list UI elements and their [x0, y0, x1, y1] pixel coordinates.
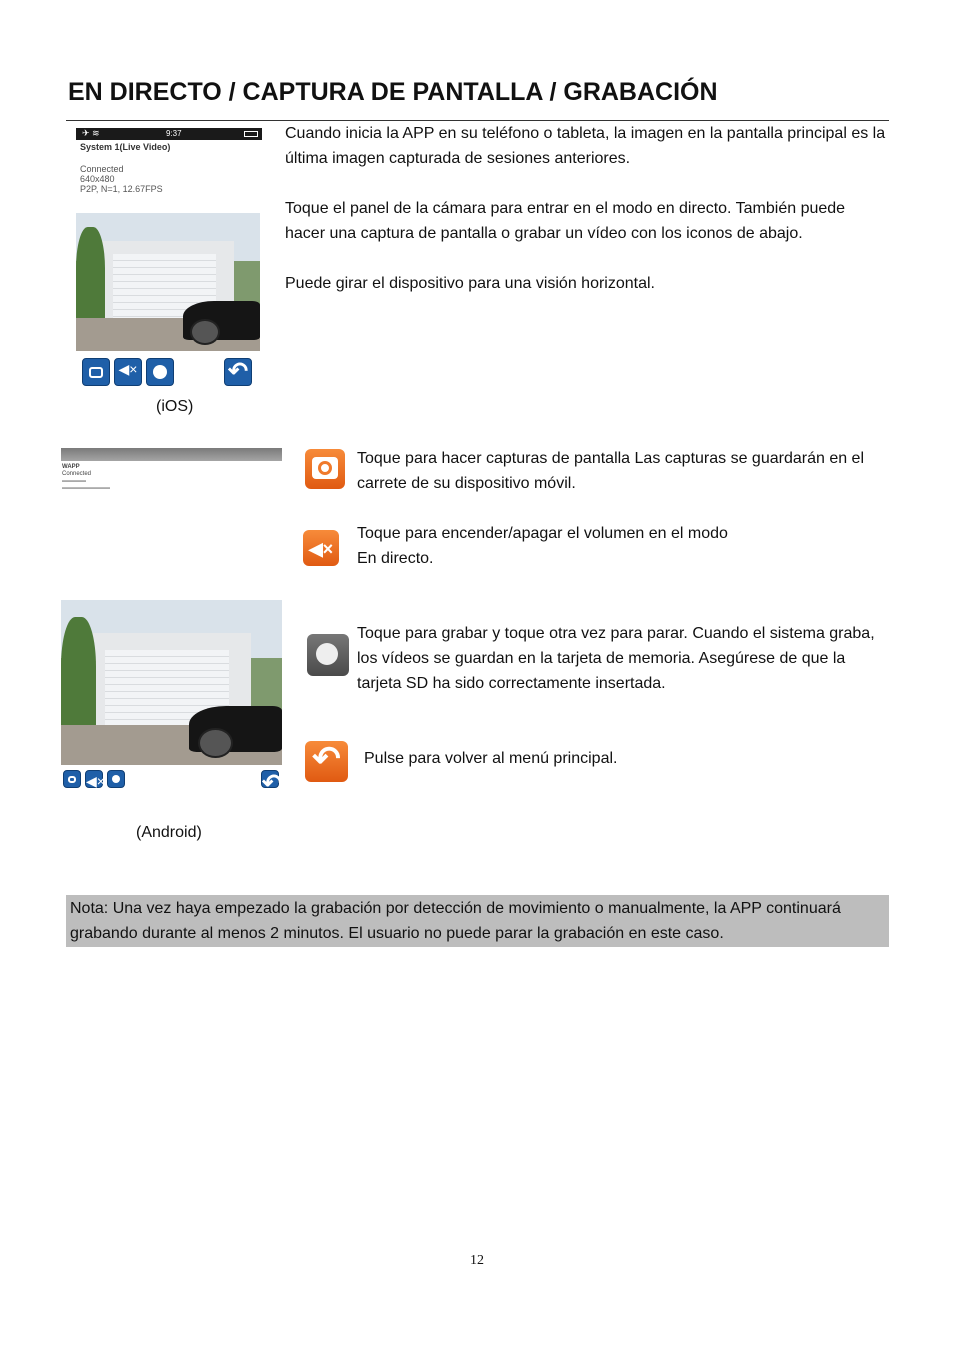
- ios-resolution: 640x480: [80, 174, 115, 184]
- record-icon: [307, 634, 349, 676]
- android-live-video-image: [61, 600, 282, 765]
- ios-live-video-image: [76, 213, 260, 351]
- record-description: Toque para grabar y toque otra vez para parar. Cuando el sistema graba, los vídeos se guardan en la tarjeta de memoria. Asegúrese de que la tarjeta SD ha sido correctamente insertada.: [357, 625, 875, 692]
- mute-description-line-2: En directo.: [357, 550, 434, 567]
- mute-description: [357, 521, 897, 571]
- android-back-button-icon: [261, 770, 279, 788]
- ios-connection-status: Connected: [80, 164, 124, 174]
- android-mute-button-icon: [85, 770, 103, 788]
- android-caption: (Android): [136, 824, 202, 841]
- snapshot-icon: [305, 449, 345, 489]
- ios-time: 9:37: [166, 129, 182, 138]
- android-connection-status: Connected: [62, 471, 92, 477]
- android-camera-name: WAPP: [62, 464, 80, 470]
- ios-back-button-icon: [224, 358, 252, 386]
- ios-mute-button-icon: [114, 358, 142, 386]
- mute-icon: [303, 530, 339, 566]
- ios-screenshot: [66, 126, 262, 396]
- ios-stream-info: P2P, N=1, 12.67FPS: [80, 184, 163, 194]
- android-camera-info: [62, 464, 110, 492]
- android-record-button-icon: [107, 770, 125, 788]
- ios-status-bar: [76, 128, 262, 140]
- android-stream-info-placeholder-2: ▬▬▬▬▬▬▬▬: [62, 485, 110, 491]
- intro-paragraph-2: Toque el panel de la cámara para entrar en el modo en directo. También puede hacer una captura de pantalla o grabar un vídeo con los iconos de abajo.: [285, 200, 846, 242]
- ios-camera-name: System 1(Live Video): [80, 142, 171, 152]
- android-title-bar: [61, 448, 282, 461]
- ios-caption: (iOS): [156, 398, 194, 415]
- battery-icon: [244, 131, 258, 137]
- android-snapshot-button-icon: [63, 770, 81, 788]
- snapshot-description: Toque para hacer capturas de pantalla Las capturas se guardarán en el carrete de su dispositivo móvil.: [357, 450, 865, 492]
- ios-camera-info: [80, 142, 170, 194]
- ios-snapshot-button-icon: [82, 358, 110, 386]
- airplane-wifi-icon: ✈ ≋: [82, 128, 100, 138]
- back-icon: [305, 741, 348, 782]
- note-box: Nota: Una vez haya empezado la grabación por detección de movimiento o manualmente, la APP continuará grabando durante al menos 2 minutos. El usuario no puede parar la grabación en este caso.: [66, 895, 889, 947]
- android-stream-info-placeholder: ▬▬▬▬: [62, 478, 86, 484]
- page-title: EN DIRECTO / CAPTURA DE PANTALLA / GRABACIÓN: [68, 78, 718, 106]
- intro-paragraph-1: Cuando inicia la APP en su teléfono o tableta, la imagen en la pantalla principal es la última imagen capturada de sesiones anteriores.: [285, 125, 886, 167]
- page-number: 12: [470, 1253, 484, 1268]
- intro-paragraph-3: Puede girar el dispositivo para una visión horizontal.: [285, 275, 655, 292]
- mute-description-line-1: Toque para encender/apagar el volumen en el modo: [357, 525, 728, 542]
- ios-record-button-icon: [146, 358, 174, 386]
- back-description: Pulse para volver al menú principal.: [364, 750, 618, 767]
